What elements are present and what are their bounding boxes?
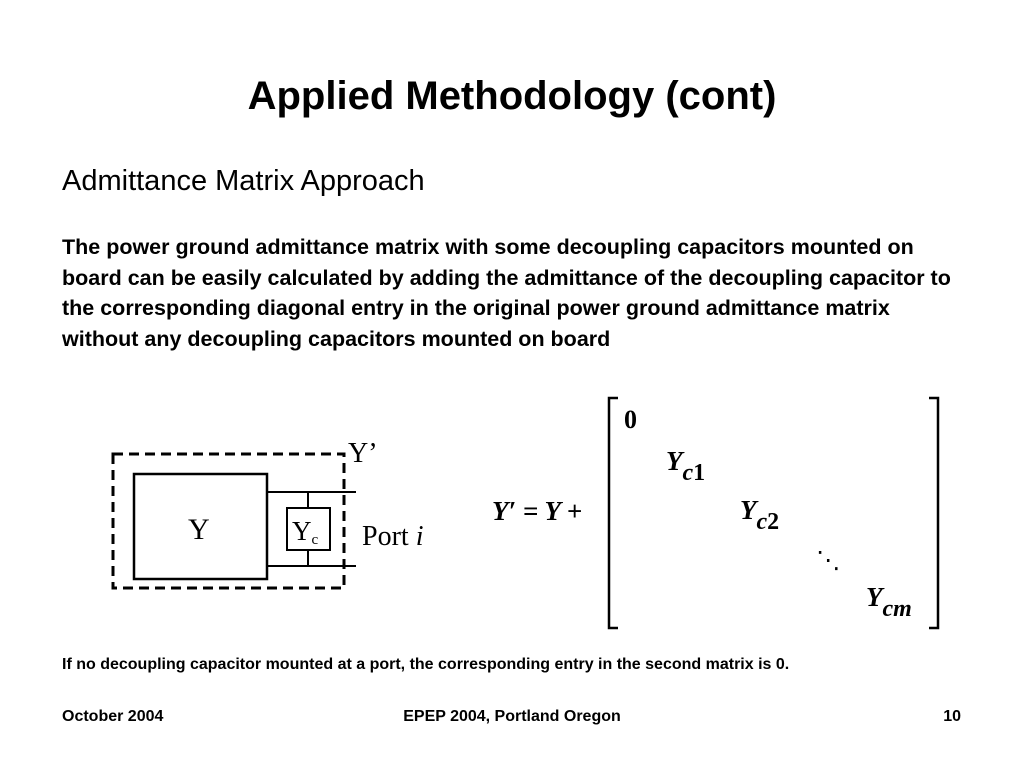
circuit-diagram bbox=[100, 436, 450, 596]
right-bracket bbox=[929, 398, 938, 628]
footer-page-number: 10 bbox=[943, 708, 961, 725]
matrix-entry-yc1: Yc1 bbox=[666, 446, 706, 486]
matrix-entry-zero: 0 bbox=[624, 405, 637, 434]
outer-label: Y’ bbox=[348, 438, 378, 469]
equation-lhs: Y′ = Y + bbox=[492, 496, 583, 526]
port-label: Port i bbox=[362, 521, 424, 552]
slide-subtitle: Admittance Matrix Approach bbox=[62, 165, 425, 197]
matrix-equation bbox=[488, 392, 958, 636]
left-bracket bbox=[609, 398, 618, 628]
slide-title: Applied Methodology (cont) bbox=[247, 74, 777, 118]
block-label: Y bbox=[188, 513, 210, 546]
footer-date: October 2004 bbox=[62, 708, 164, 725]
body-paragraph: The power ground admittance matrix with some decoupling capacitors mounted on board can be easily calculated by adding the admittance of the decoupling capacitor to the corresponding diagonal entry in the original power ground admittance matrix without any decoupling capacitors mounted on board bbox=[62, 235, 951, 351]
footnote-text: If no decoupling capacitor mounted at a port, the corresponding entry in the second matrix is 0. bbox=[62, 656, 790, 673]
matrix-entry-yc2: Yc2 bbox=[740, 495, 780, 535]
footer-conference: EPEP 2004, Portland Oregon bbox=[403, 708, 621, 725]
cap-label: Yc bbox=[292, 516, 319, 548]
matrix-diagonal-dots: ⋱ bbox=[816, 546, 840, 574]
matrix-entry-ycm: Ycm bbox=[866, 582, 912, 622]
